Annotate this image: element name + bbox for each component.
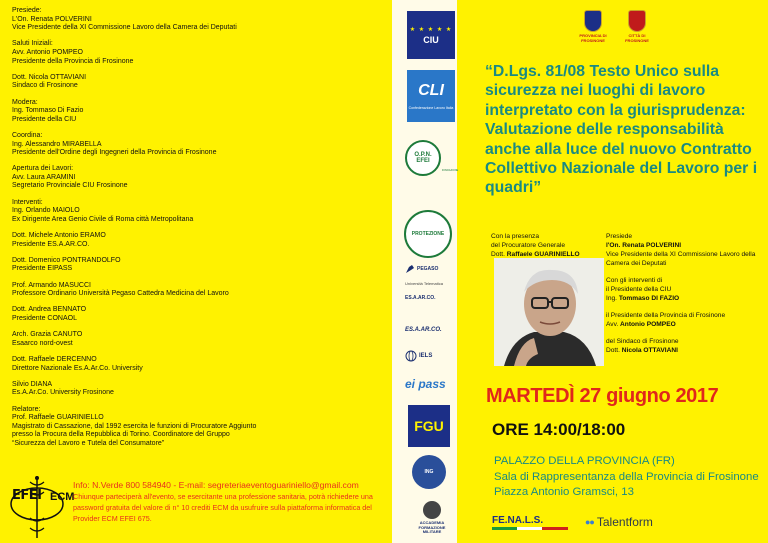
program-speaker-name: Arch. Grazia CANUTO (12, 331, 83, 339)
program-speaker-name: Dott. Domenico PONTRANDOLFO (12, 256, 121, 264)
ing-certification-logo: ING (412, 455, 446, 489)
program-speaker-title: “Sicurezza del Lavoro e Tutela del Consumatore” (12, 439, 165, 447)
tricolor-bar-icon (492, 527, 568, 530)
program-role: Modera: (12, 98, 38, 106)
presides-name: l'On. Renata POLVERINI (606, 242, 682, 249)
program-role: Relatore: (12, 405, 41, 413)
program-entry (12, 356, 384, 373)
eu-stars-icon: ★ ★ ★ ★ ★ (409, 26, 453, 33)
fenals-logo (492, 515, 568, 539)
fenals-logo-text: FE.NA.L.S. (492, 515, 544, 526)
prov-role: il Presidente della Provincia di Frosinone (606, 312, 726, 319)
caduceus-icon (10, 474, 64, 540)
venue-address: Piazza Antonio Gramsci, 13 (494, 486, 634, 499)
ciu-logo-text: CIU (423, 34, 439, 45)
program-speaker-name: Prof. Armando MASUCCI (12, 281, 91, 289)
program-speaker-title: Es.A.Ar.Co. University Frosinone (12, 389, 114, 397)
cli-logo-text: CLI (418, 82, 444, 99)
citta-shield-icon (628, 10, 646, 32)
event-time: ORE 14:00/18:00 (492, 420, 626, 439)
ciu-speaker (606, 294, 766, 303)
event-date: MARTEDÌ 27 giugno 2017 (486, 385, 719, 407)
provincia-caption: PROVINCIA DI FROSINONE (579, 33, 607, 43)
program-speaker-name: Avv. Laura ARAMINI (12, 173, 76, 181)
program-speaker-title: Magistrato di Cassazione, dal 1992 esercita le funzioni di Procuratore Aggiunto (12, 422, 257, 430)
program-speaker-name: Dott. Andrea BENNATO (12, 306, 87, 314)
program-speaker-name: Ing. Orlando MAIOLO (12, 207, 80, 215)
portrait-icon (494, 258, 604, 366)
program-speaker-title: Presidente dell'Ordine degli Ingegneri della Provincia di Frosinone (12, 149, 217, 157)
accademia-emblem-icon (423, 501, 441, 519)
program-speaker-title: Presidente EIPASS (12, 265, 73, 273)
program-speaker-title: Sindaco di Frosinone (12, 82, 78, 90)
mayor-name: Nicola OTTAVIANI (621, 347, 678, 354)
event-details-column (457, 0, 768, 543)
program-speaker-title: Ex Dirigente Area Genio Civile di Roma città Metropolitana (12, 215, 194, 223)
program-speaker-title: Presidente della Provincia di Frosinone (12, 57, 134, 65)
prov-name: Antonio POMPEO (620, 321, 676, 328)
provincia-shield-icon (584, 10, 602, 32)
presides-block (606, 232, 766, 355)
prov-prefix: Avv. (606, 321, 621, 328)
presides-label: Presiede (606, 233, 633, 240)
fondazione-logo: FONDAZIONE (441, 168, 459, 172)
program-list (12, 7, 384, 456)
program-entry (12, 199, 384, 225)
iels-logo-text: IELS (419, 353, 433, 359)
cli-logo (407, 70, 455, 122)
ciu-logo (407, 11, 455, 59)
program-speaker-title: Segretario Provinciale CIU Frosinone (12, 182, 128, 190)
universita-logo: Università Telematica (405, 280, 443, 286)
contact-line: Info: N.Verde 800 584940 - E-mail: segreteriaeventoguariniello@gmail.com (73, 480, 359, 490)
efei-text: EFEI (12, 488, 42, 503)
program-role: Saluti Iniziali: (12, 40, 53, 48)
presence-line-2: del Procuratore Generale (491, 242, 566, 249)
program-speaker-name: L'On. Renata POLVERINI (12, 15, 92, 23)
program-entry (12, 381, 384, 398)
presence-name: Raffaele GUARINIELLO (506, 251, 580, 258)
pegaso-horse-icon (405, 264, 415, 274)
program-speaker-title: Presidente della CIU (12, 115, 77, 123)
esaarco-logo: ES.A.AR.CO. (405, 295, 436, 301)
program-speaker-name: Ing. Alessandro MIRABELLA (12, 140, 102, 148)
program-role: Coordina: (12, 131, 43, 139)
accademia-logo-text: ACCADEMIA FORMAZIONE MILITARE (418, 520, 446, 535)
program-entry (12, 40, 384, 66)
program-entry (12, 132, 384, 158)
program-entry (12, 257, 384, 274)
cli-caption: Confederazione Lavoro Italia (408, 106, 454, 110)
presence-line-1: Con la presenza (491, 233, 540, 240)
program-entry (12, 99, 384, 125)
mayor-speaker (606, 346, 766, 355)
mayor-role: del Sindaco di Frosinone (606, 338, 679, 345)
efei-ecm-logo (10, 474, 75, 540)
globe-icon (405, 350, 417, 362)
opn-efei-logo (403, 128, 443, 188)
program-speaker-name: Dott. Nicola OTTAVIANI (12, 73, 87, 81)
talentform-logo-text: Talentform (596, 515, 653, 529)
venue-building: PALAZZO DELLA PROVINCIA (FR) (494, 455, 675, 467)
pegaso-logo (405, 262, 453, 276)
program-entry (12, 232, 384, 249)
prov-speaker (606, 320, 766, 329)
program-entry (12, 165, 384, 191)
esaarco-university-logo: ES.A.AR.CO. (405, 327, 442, 333)
program-speaker-name: Dott. Michele Antonio ERAMO (12, 232, 106, 240)
program-entry (12, 306, 384, 323)
program-entry (12, 74, 384, 91)
presides-desc: Vice Presidente della XI Commissione Lavoro della Camera dei Deputati (606, 251, 756, 267)
ecm-text: ECM (50, 491, 75, 503)
program-entry (12, 331, 384, 348)
citta-crest (622, 10, 652, 52)
accademia-logo (412, 495, 452, 541)
guariniello-portrait (494, 258, 604, 366)
info-box (73, 480, 388, 524)
program-role: Apertura dei Lavori: (12, 165, 74, 173)
ciu-prefix: Ing. (606, 295, 619, 302)
event-venue (494, 454, 768, 501)
program-speaker-name: Ing. Tommaso Di Fazio (12, 107, 84, 115)
fgu-logo: FGU (408, 405, 450, 447)
program-speaker-title: Presidente ES.A.AR.CO. (12, 240, 90, 248)
program-speaker-name: Dott. Raffaele DERCENNO (12, 355, 97, 363)
citta-caption: CITTÀ DI FROSINONE (625, 33, 649, 43)
program-speaker-name: Avv. Antonio POMPEO (12, 48, 83, 56)
presence-block (491, 232, 611, 259)
ecm-credits-note: Chiunque parteciperà all'evento, se esercitante una professione sanitaria, potrà richiedere una password gratuita del valore di n° 10 crediti ECM da usufruire sulla piattaforma informatica del Provider ECM EFEI 675. (73, 492, 373, 523)
talentform-logo (585, 515, 653, 529)
program-speaker-title: presso la Procura della Repubblica di Torino. Coordinatore del Gruppo (12, 431, 230, 439)
opn-seal-icon: O.P.N. EFEI (405, 140, 441, 176)
program-speaker-name: Prof. Raffaele GUARINIELLO (12, 414, 104, 422)
venue-room: Sala di Rappresentanza della Provincia di Frosinone (494, 470, 759, 483)
event-title: “D.Lgs. 81/08 Testo Unico sulla sicurezza nei luoghi di lavoro interpretato con la giurisprudenza: Valutazione delle responsabilità anche alla luce del nuovo Contratto Collettivo Nazionale del Lavoro per i quadri” (485, 63, 758, 197)
talentform-dots-icon: ●● (585, 517, 594, 527)
program-speaker-title: Professore Ordinario Università Pegaso Cattedra Medicina del Lavoro (12, 290, 229, 298)
pegaso-logo-text: PEGASO (417, 266, 439, 272)
program-entry (12, 282, 384, 299)
ciu-role: il Presidente della CIU (606, 286, 672, 293)
provincia-crest (578, 10, 608, 52)
program-speaker-title: Presidente CONAOL (12, 314, 77, 322)
eipass-logo: ei pass (405, 377, 446, 391)
iels-logo (405, 348, 453, 364)
program-speaker-name: Silvio DIANA (12, 380, 53, 388)
program-speaker-title: Direttore Nazionale Es.A.Ar.Co. University (12, 364, 143, 372)
interventions-label: Con gli interventi di (606, 277, 663, 284)
program-speaker-title: Esaarco nord-ovest (12, 339, 73, 347)
program-role: Interventi: (12, 198, 43, 206)
program-entry (12, 406, 384, 449)
program-entry (12, 7, 384, 33)
ciu-name: Tommaso DI FAZIO (618, 295, 680, 302)
program-role: Presiede: (12, 7, 42, 14)
mayor-prefix: Dott. (606, 347, 622, 354)
program-speaker-title: Vice Presidente della XI Commissione Lavoro della Camera dei Deputati (12, 24, 237, 32)
protezione-seal-logo: PROTEZIONE (404, 210, 452, 258)
presence-prefix: Dott. (491, 251, 507, 258)
